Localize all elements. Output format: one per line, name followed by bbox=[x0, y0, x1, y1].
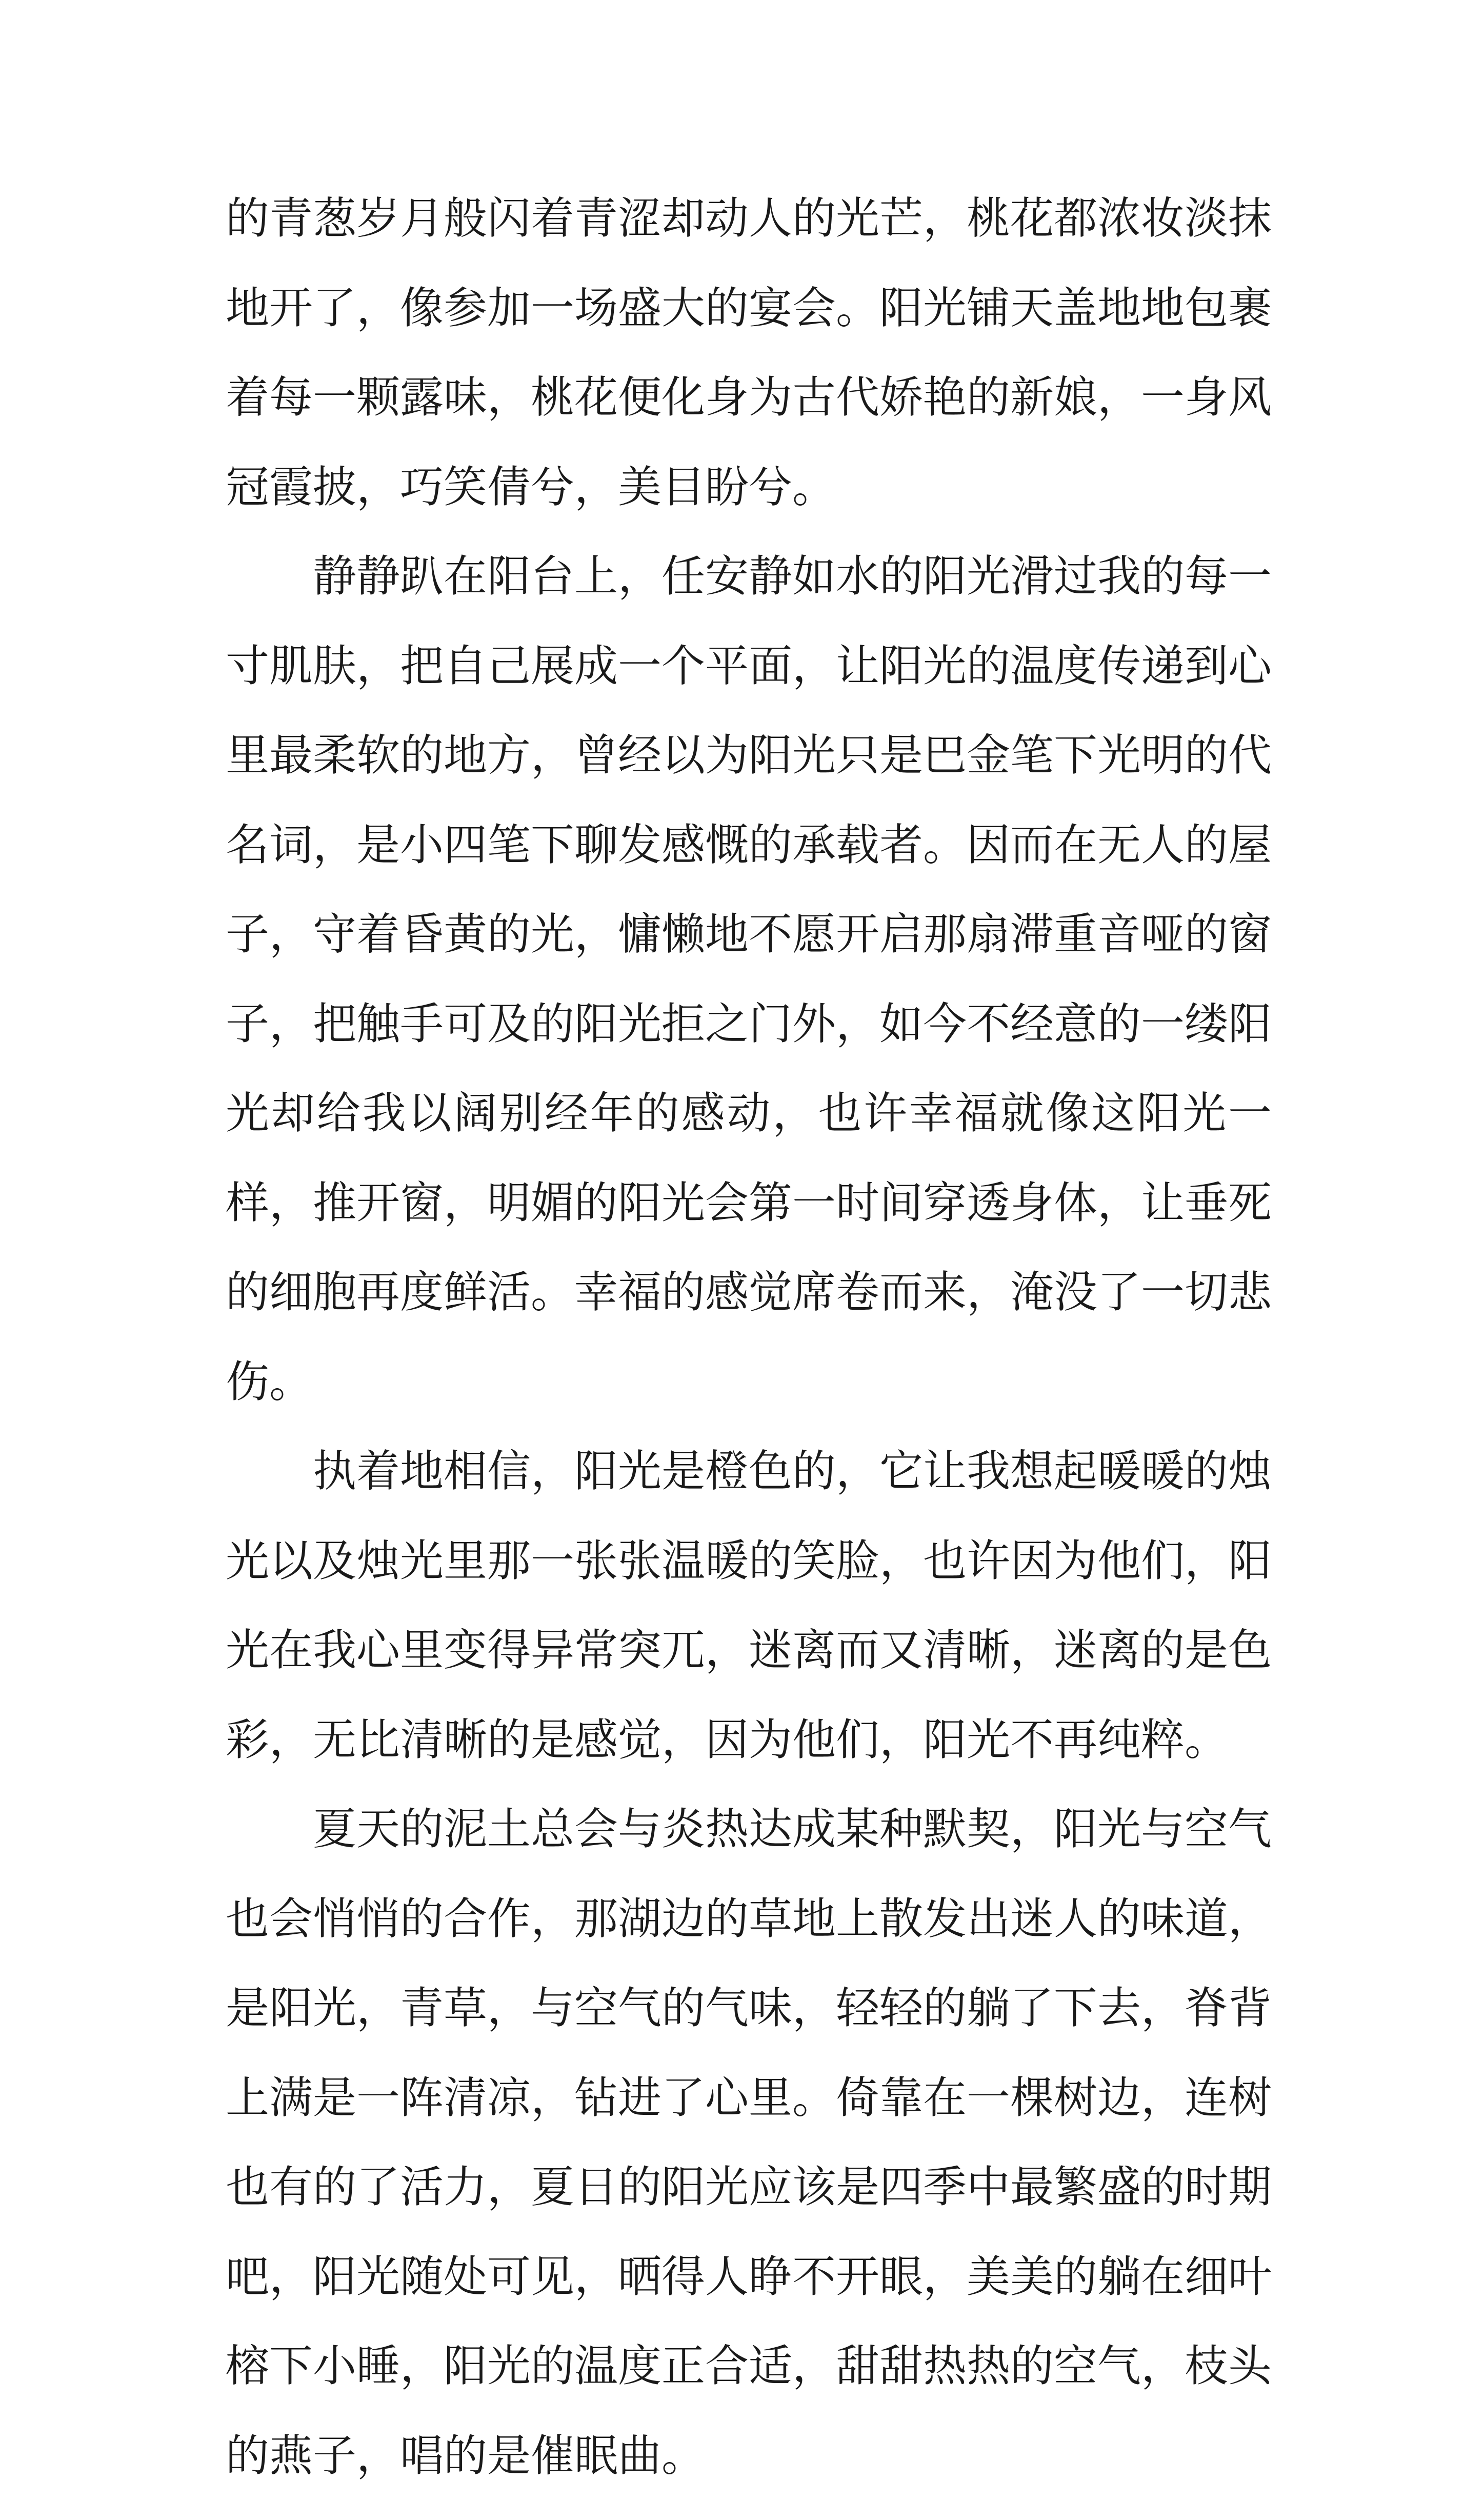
paragraph-3: 执着地相信，阳光是橙色的，它让我想起暖暖的烛光以及烛光里那一张张温暖的笑脸，也许因为他们，阳光在我心里变得异常突兀，迷离而又清晰，迷离的是色彩，无比清晰的是感觉，因为他们，阳光不再纯粹。 bbox=[226, 1446, 1272, 1766]
document-body bbox=[226, 174, 1272, 2501]
paragraph-4: 夏天的泥土总会与炎热达成某种默契，阳光与空气也会悄悄的合作，那湖边的草地上散发出迷人的味道，是阳光，青草，与空气的气味，轻轻的躺了下去，脊背上满是一阵清凉，钻进了心里。倚靠在一棵树边，连树也有的了活力，夏日的阳光应该是四季中最繁盛的时期吧，阳光随处可见，晒得人睁不开眼，美美的躺在细叶榕下小睡，阳光的温度正合适，甜甜热热的空气，枝头的燕子，唱的是催眠曲。 bbox=[226, 1804, 1272, 2482]
paragraph-2: 静静趴在阳台上，任安静如水的阳光滑过我的每一寸肌肤，把自己展成一个平面，让阳光的温度传递到心里最柔软的地方，曾经以为阳光只是巴金笔下光明的代名词，是小四笔下聊发感慨的承载者。因而在无人的屋子，守着昏黄的光，慵懒地不愿开启那扇滞重音哑的窗子，把触手可及的阳光拒之门外，如今不经意的一缕阳光却给我以阔别经年的感动，也许幸福就像这阳光一样，推开窗，明媚的阳光会第一时间穿透身体，让垂死的细胞再度鲜活。幸福的感觉席卷而来，淹没了一切悲伤。 bbox=[226, 551, 1272, 1408]
paragraph-1: 的青葱岁月般闪着青涩却动人的光芒，桃花都浓妆淡抹地开了，像参加一场盛大的宴会。阳光铺天盖地地包裹着每一颗露味，桃花便化身为古代娇艳的新娘，一身风冠霞披，巧笑倩兮，美目盼兮。 bbox=[226, 193, 1272, 513]
